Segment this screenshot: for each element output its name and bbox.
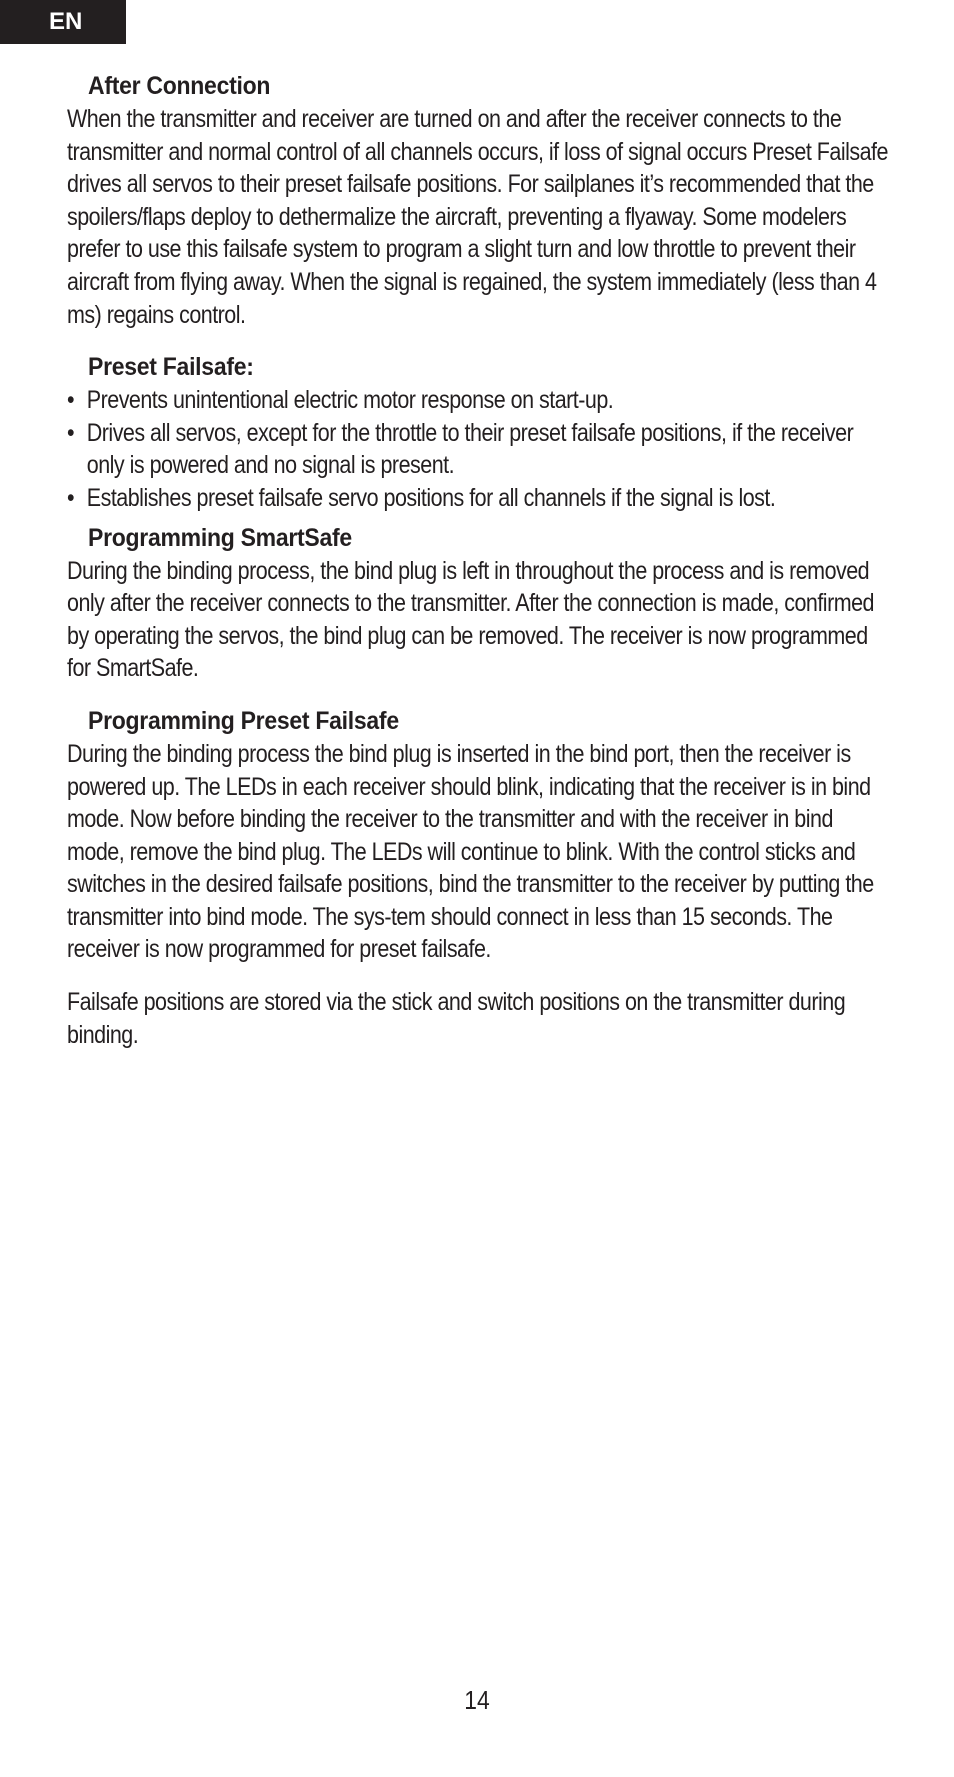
preset-failsafe-list (67, 384, 888, 514)
programming-preset-failsafe-body: During the binding process the bind plug is inserted in the bind port, then the receiver is powered up. The LEDs in each receiver should blink, indicating that the receiver is in bind mode. Now before binding the receiver to the transmitter and with the receiver in bind mode, remove the bind plug. The LEDs will continue to blink. With the control sticks and switches in the desired failsafe positions, bind the transmitter to the receiver by putting the transmitter into bind mode. The sys-tem should connect in less than 15 seconds. The receiver is now programmed for preset failsafe. (67, 739, 874, 964)
bullet-icon: • (67, 386, 75, 415)
list-item-text: Drives all servos, except for the throttle to their preset failsafe positions, if the receiver only is powered and no signal is present. (86, 418, 854, 480)
after-connection-heading: After Connection (88, 72, 271, 100)
preset-failsafe-heading: Preset Failsafe: (88, 353, 254, 382)
list-item (67, 417, 888, 482)
programming-preset-failsafe-heading: Programming Preset Failsafe (88, 706, 399, 735)
programming-smartsafe-heading: Programming SmartSafe (88, 523, 352, 552)
after-connection-body: When the transmitter and receiver are turned on and after the receiver connects to the transmitter and normal control of all channels occurs, if loss of signal occurs Preset Failsafe drives all servos to their preset failsafe positions. For sailplanes it’s recommended that the spoilers/flaps deploy to dethermalize the aircraft, preventing a flyaway. Some modelers prefer to use this failsafe system to program a slight turn and low throttle to prevent their aircraft from flying away. When the signal is regained, the system immediately (less than 4 ms) regains control. (67, 105, 888, 329)
page-content (67, 70, 887, 1051)
programming-smartsafe-body: During the binding process, the bind plug is left in throughout the process and is removed only after the receiver connects to the transmitter. After the connection is made, confirmed by operating the servos, the bind plug can be removed. The receiver is now programmed for SmartSafe. (67, 556, 874, 683)
list-item-text: Prevents unintentional electric motor response on start-up. (86, 386, 614, 415)
programming-smartsafe-section (67, 522, 887, 685)
programming-preset-failsafe-section (67, 705, 887, 966)
bullet-icon: • (67, 483, 75, 512)
preset-failsafe-section (67, 351, 887, 514)
list-item (67, 384, 888, 417)
page-number: 14 (464, 1685, 490, 1715)
list-item (67, 482, 888, 515)
closing-note-body: Failsafe positions are stored via the stick and switch positions on the transmitter during binding. (67, 988, 846, 1049)
after-connection-section (67, 70, 887, 331)
bullet-icon: • (67, 418, 75, 447)
language-tab: EN (0, 0, 126, 44)
list-item-text: Establishes preset failsafe servo positions for all channels if the signal is lost. (86, 483, 776, 512)
closing-note-section (67, 986, 887, 1051)
